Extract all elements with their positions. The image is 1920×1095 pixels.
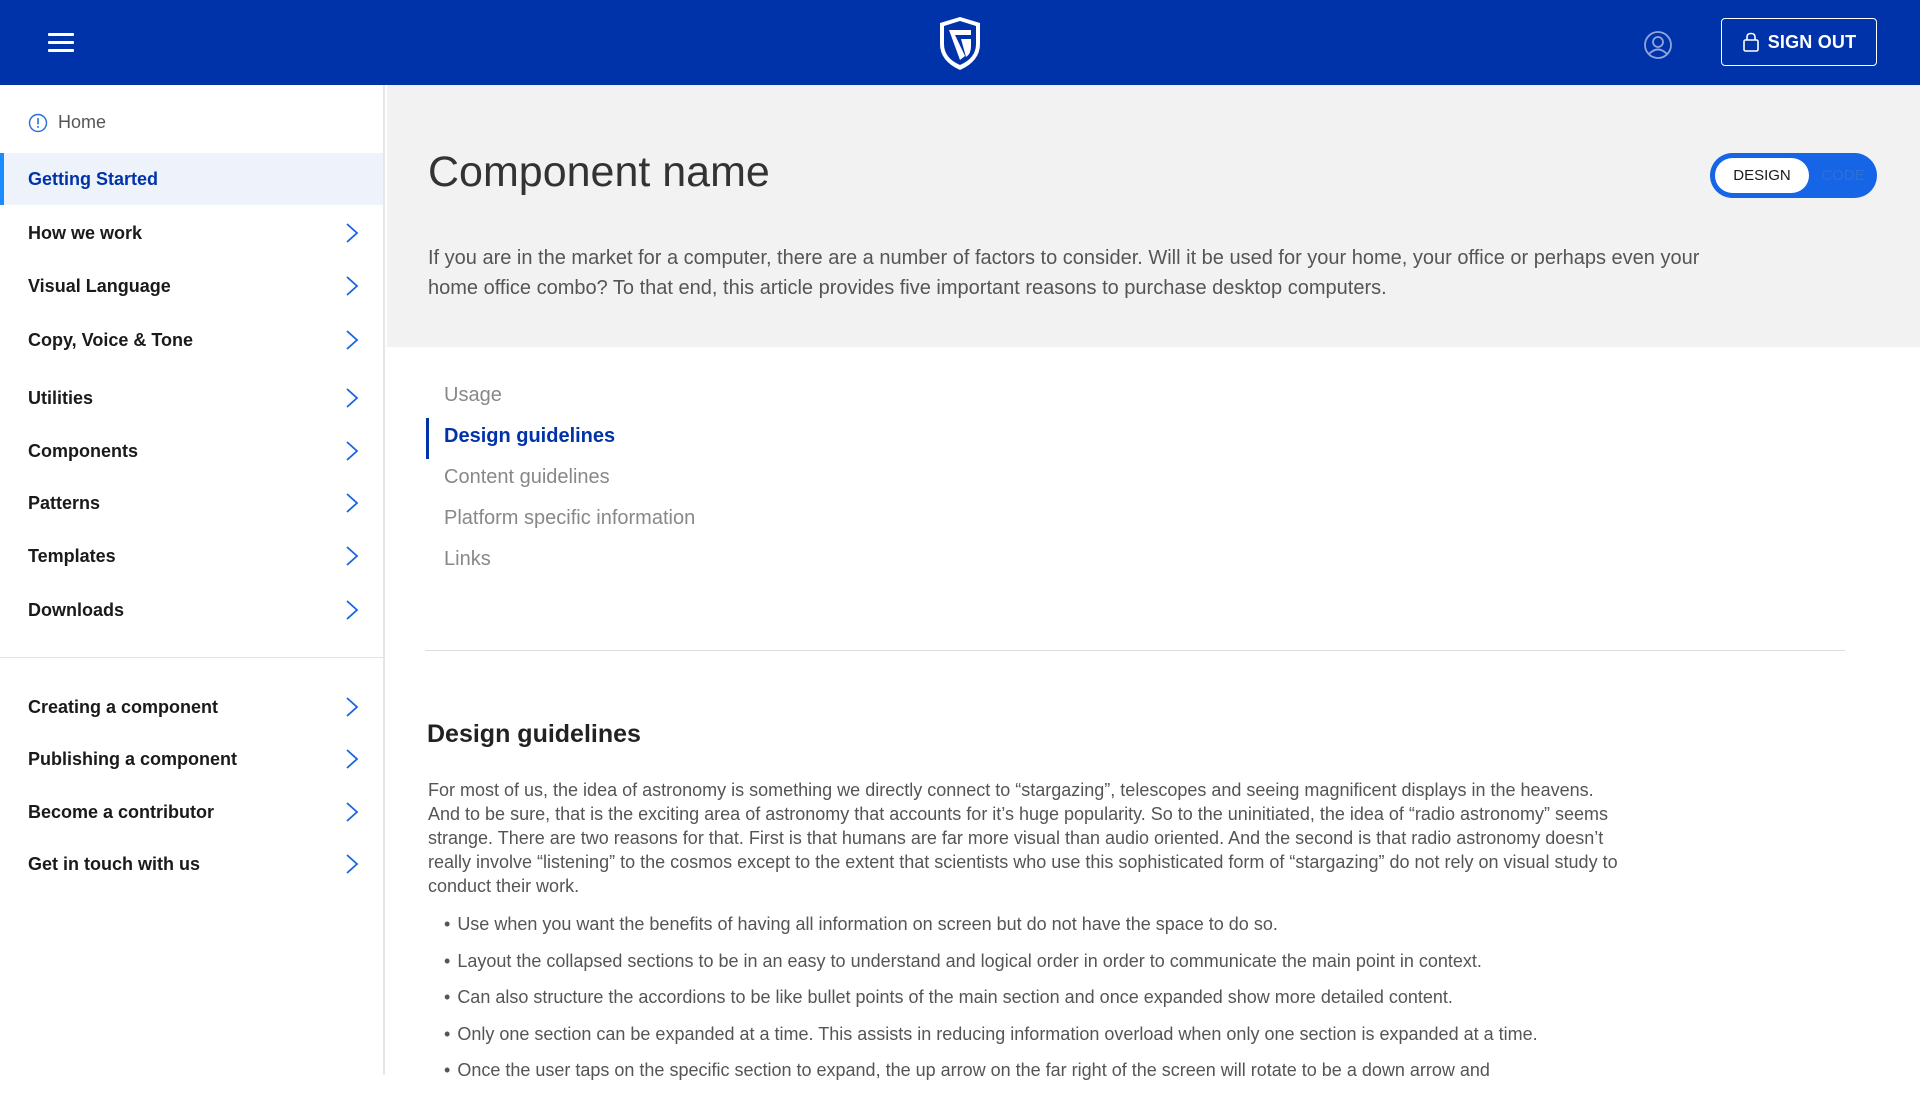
sidebar-item-get-in-touch[interactable] [0, 838, 383, 890]
list-item: • Layout the collapsed sections to be in an easy to understand and logical order in order to communicate the main point in context. [444, 949, 1744, 986]
sidebar-item-templates[interactable] [0, 530, 383, 582]
menu-icon[interactable] [44, 28, 78, 56]
sidebar-item-label: Patterns [28, 492, 101, 513]
sidebar-item-copy-voice-tone[interactable] [0, 314, 383, 366]
sidebar-item-downloads[interactable] [0, 584, 383, 636]
page-intro: If you are in the market for a computer, there are a number of factors to consider. Will it be used for your home, your office or perhaps even your home office combo? To that end, this article provides five important reasons to purchase desktop computers. [428, 247, 1700, 299]
sidebar-item-label: Downloads [28, 599, 125, 620]
chevron-right-icon [345, 801, 359, 823]
sidebar-item-label: Templates [28, 545, 116, 566]
table-of-contents [426, 377, 826, 582]
page-header [387, 85, 1920, 347]
sidebar-item-label: Utilities [28, 387, 94, 408]
toc-item-design-guidelines[interactable]: Design guidelines [426, 418, 826, 459]
sidebar-item-getting-started[interactable] [0, 153, 383, 205]
list-item: • Once the user taps on the specific section to expand, the up arrow on the far right of the screen will rotate to be a down arrow and [444, 1058, 1744, 1095]
toc-item-usage[interactable]: Usage [444, 384, 502, 406]
sidebar-item-label: Publishing a component [28, 748, 238, 769]
sidebar [0, 85, 385, 1075]
shield-logo [935, 14, 985, 72]
list-item: • Only one section can be expanded at a time. This assists in reducing information overload when only one section is expanded at a time. [444, 1022, 1744, 1059]
chevron-right-icon [345, 696, 359, 718]
sidebar-home-label: Home [58, 112, 107, 132]
sign-out-label: SIGN OUT [1767, 31, 1857, 52]
chevron-right-icon [345, 599, 359, 621]
sidebar-item-label: Components [28, 440, 138, 461]
sidebar-home-link[interactable] [28, 112, 106, 133]
toc-item-links[interactable]: Links [444, 548, 491, 570]
section-body: For most of us, the idea of astronomy is something we directly connect to “stargazing”, telescopes and seeing magnificent displays in the heavens. And to be sure, that is the exciting area of astronomy that accounts for it’s huge popularity. So to the uninitiated, the idea of “radio astronomy” seems strange. There are two reasons for that. First is that humans are far more visual than audio oriented. And the second is that radio astronomy doesn’t really involve “listening” to the cosmos except to the extent that scientists who use this sophisticated form of “stargazing” do not rely on visual study to conduct their work. [428, 780, 1618, 896]
page-title: Component name [428, 148, 770, 196]
toc-item-content-guidelines[interactable]: Content guidelines [444, 466, 610, 488]
lock-icon [1742, 32, 1760, 52]
profile-icon[interactable] [1643, 30, 1673, 60]
chevron-right-icon [345, 222, 359, 244]
toggle-option-code[interactable]: CODE [1821, 167, 1865, 184]
sidebar-item-components[interactable] [0, 425, 383, 477]
design-code-toggle[interactable] [1710, 153, 1877, 198]
sign-out-button[interactable] [1721, 18, 1877, 66]
chevron-right-icon [345, 748, 359, 770]
list-item: • Use when you want the benefits of having all information on screen but do not have the space to do so. [444, 912, 1744, 949]
sidebar-item-publishing-a-component[interactable] [0, 733, 383, 785]
toggle-option-design[interactable]: DESIGN [1715, 158, 1809, 193]
sidebar-item-become-a-contributor[interactable] [0, 786, 383, 838]
chevron-right-icon [345, 329, 359, 351]
content-divider [425, 650, 1845, 651]
chevron-right-icon [345, 440, 359, 462]
sidebar-item-label: How we work [28, 222, 143, 243]
chevron-right-icon [345, 492, 359, 514]
sidebar-item-label: Copy, Voice & Tone [28, 329, 194, 350]
sidebar-divider [0, 657, 383, 658]
guideline-list [444, 912, 1744, 1095]
chevron-right-icon [345, 853, 359, 875]
sidebar-item-creating-a-component[interactable] [0, 681, 383, 733]
sidebar-item-visual-language[interactable] [0, 260, 383, 312]
sidebar-item-label: Creating a component [28, 696, 219, 717]
sidebar-item-utilities[interactable] [0, 372, 383, 424]
sidebar-item-label: Getting Started [28, 168, 159, 189]
chevron-right-icon [345, 387, 359, 409]
toc-item-platform-specific-information[interactable]: Platform specific information [444, 507, 696, 529]
chevron-right-icon [345, 275, 359, 297]
sidebar-item-label: Visual Language [28, 275, 171, 296]
chevron-right-icon [345, 545, 359, 567]
top-bar [0, 0, 1920, 85]
section-title: Design guidelines [427, 720, 641, 748]
sidebar-item-label: Become a contributor [28, 801, 215, 822]
sidebar-item-how-we-work[interactable] [0, 207, 383, 259]
sidebar-item-label: Get in touch with us [28, 853, 200, 874]
info-icon [28, 113, 48, 133]
sidebar-item-patterns[interactable] [0, 477, 383, 529]
list-item: • Can also structure the accordions to be like bullet points of the main section and once expanded show more detailed content. [444, 985, 1744, 1022]
